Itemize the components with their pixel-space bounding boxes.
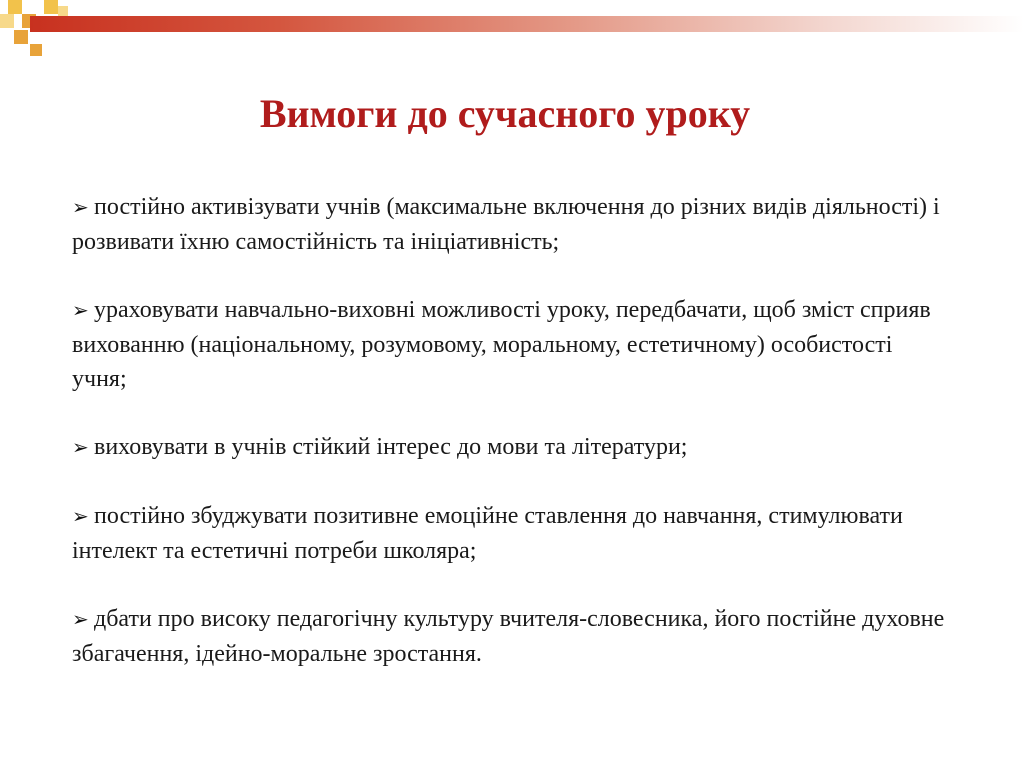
list-item-text: постійно збуджувати позитивне емоційне ставлення до навчання, стимулювати інтелект та естетичні потреби школяра;	[72, 503, 903, 564]
arrow-bullet-icon: ➢	[72, 197, 89, 219]
decor-square	[44, 0, 58, 14]
list-item-text: постійно активізувати учнів (максимальне включення до різних видів діяльності) і розвивати їхню самостійність та ініціативність;	[72, 194, 940, 255]
arrow-bullet-icon: ➢	[72, 437, 89, 459]
arrow-bullet-icon: ➢	[72, 609, 89, 631]
arrow-bullet-icon: ➢	[72, 506, 89, 528]
list-item-text: ураховувати навчально-виховні можливості уроку, передбачати, щоб зміст сприяв вихованню (національному, розумовому, моральному, естетичному) особистості учня;	[72, 297, 931, 392]
decor-square	[58, 6, 68, 16]
list-item	[72, 499, 952, 568]
list-item-text: виховувати в учнів стійкий інтерес до мови та літератури;	[94, 434, 688, 460]
bullet-list	[72, 190, 952, 705]
list-item	[72, 602, 952, 671]
list-item-text: дбати про високу педагогічну культуру вчителя-словесника, його постійне духовне збагачення, ідейно-моральне зростання.	[72, 606, 945, 667]
list-item	[72, 190, 952, 259]
slide-title: Вимоги до сучасного уроку	[259, 91, 751, 136]
header-gradient-bar	[30, 16, 1024, 32]
decor-square	[8, 0, 22, 14]
decor-square	[14, 30, 28, 44]
decor-square	[0, 14, 14, 28]
decor-square	[30, 44, 42, 56]
list-item	[72, 430, 952, 465]
arrow-bullet-icon: ➢	[72, 300, 89, 322]
list-item	[72, 293, 952, 396]
